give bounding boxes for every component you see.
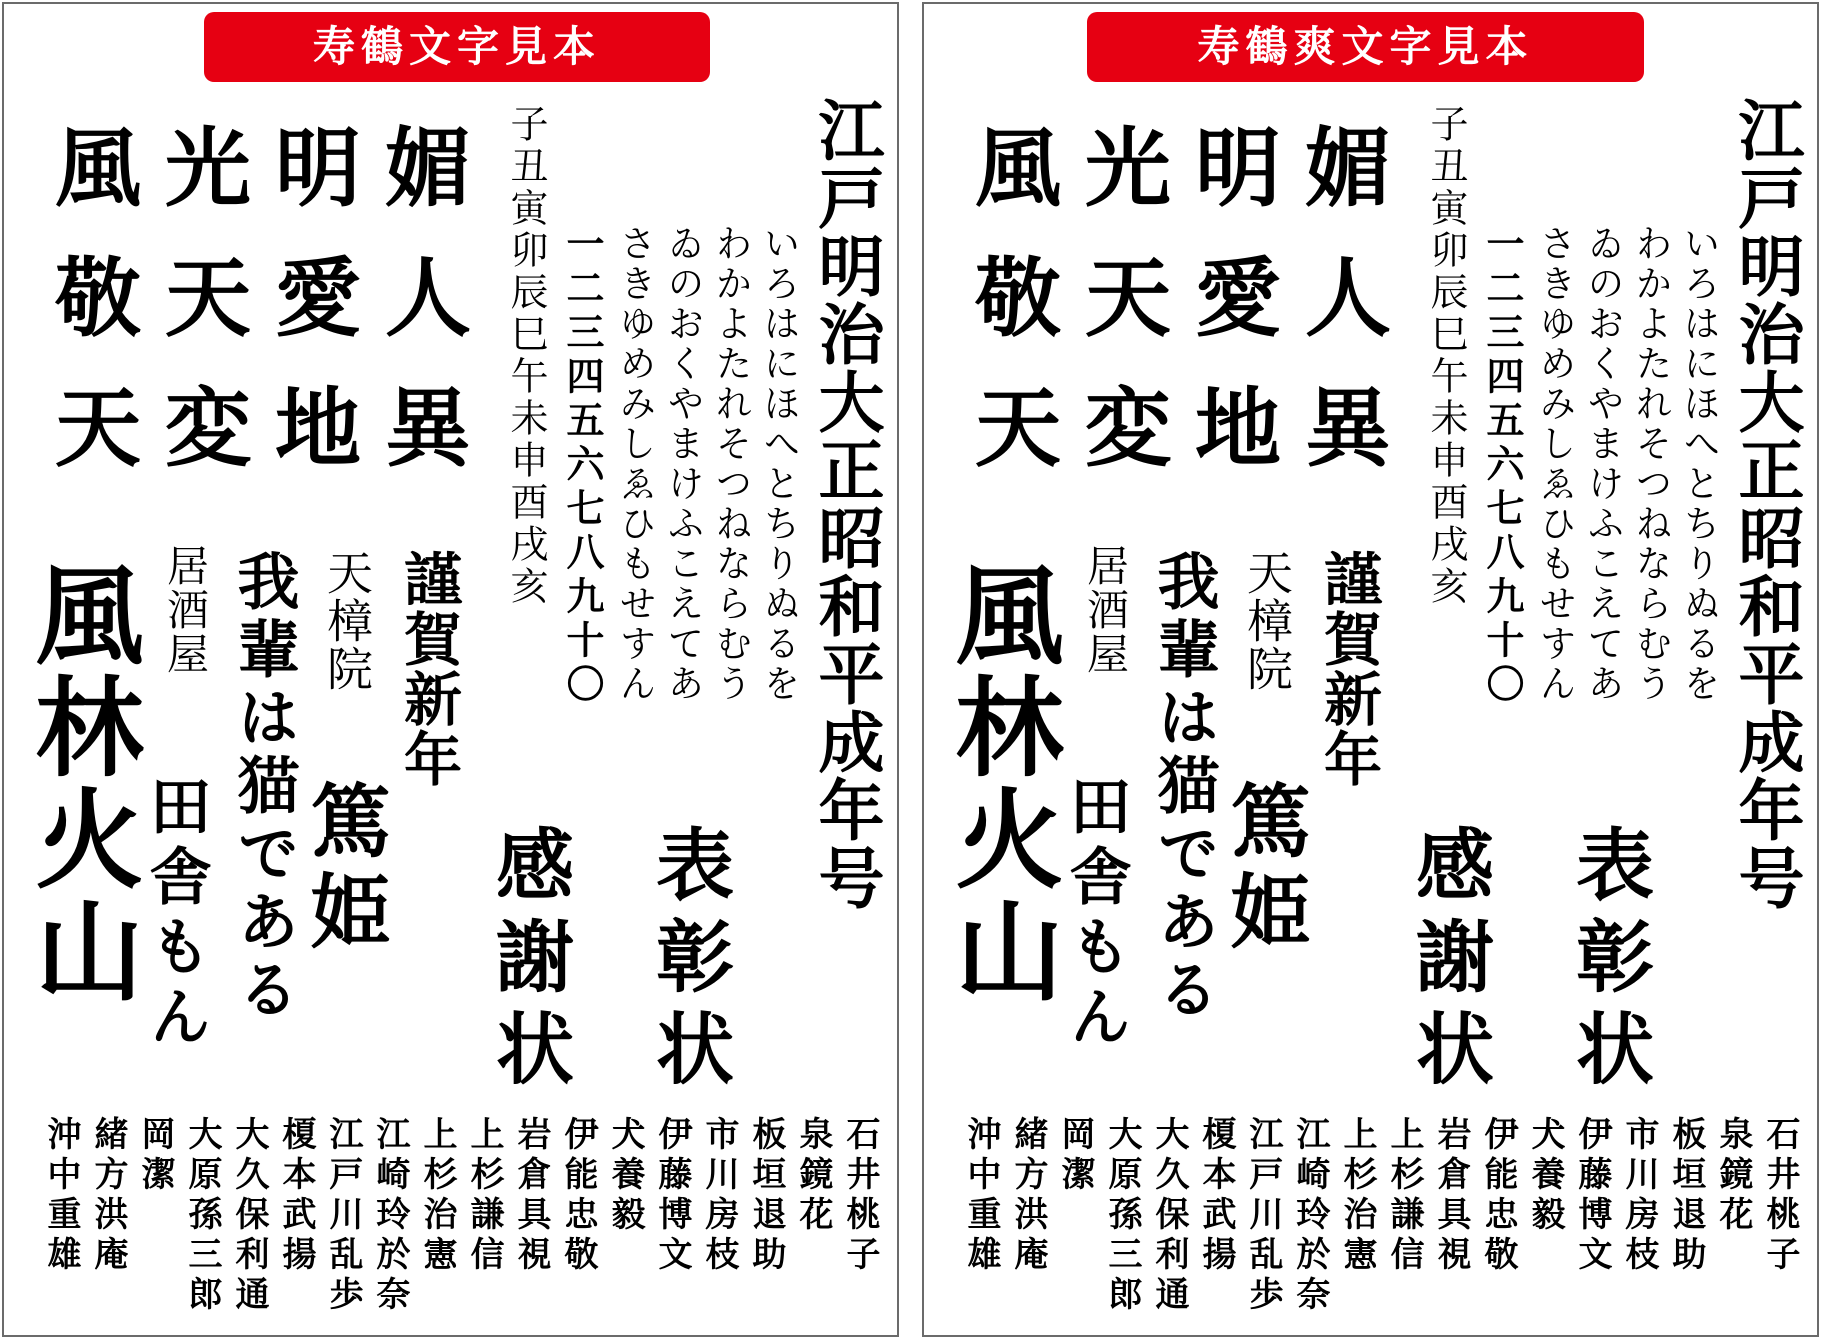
- furinkazan-text: 風林火山: [17, 559, 143, 1007]
- name-column: 沖中重雄: [961, 1116, 1001, 1276]
- neko-text: 我輩は猫である: [227, 549, 300, 1025]
- kanshajo-text: 感謝状: [1403, 824, 1494, 1100]
- name-column: 板垣退助: [1666, 1116, 1706, 1276]
- big-character: 明: [1195, 118, 1281, 219]
- name-column: 市川房枝: [1619, 1116, 1659, 1276]
- iroha-column-4: さきゆめみしゑひもせすん: [1533, 224, 1576, 704]
- big-character: 人: [385, 248, 471, 349]
- numerals-column: 一二三四五六七八九十〇: [560, 224, 605, 708]
- name-column: 岩倉具視: [511, 1116, 551, 1276]
- big-character: 媚: [1305, 118, 1391, 219]
- name-column: 大原孫三郎: [182, 1116, 222, 1316]
- big-character: 光: [165, 118, 251, 219]
- iroha-column-3: ゐのおくやまけふこえてあ: [1581, 224, 1624, 704]
- big-character: 異: [1305, 378, 1391, 479]
- big-character: 媚: [385, 118, 471, 219]
- name-column: 江崎玲於奈: [1290, 1116, 1330, 1316]
- kinga-shinnen-text: 謹賀新年: [1314, 549, 1382, 789]
- name-column: 緒方洪庵: [1008, 1116, 1048, 1276]
- big-character: 人: [1305, 248, 1391, 349]
- big-character: 光: [1085, 118, 1171, 219]
- atsuhime-text: 篤姫: [297, 779, 391, 959]
- name-column: 大久保利通: [1149, 1116, 1189, 1316]
- numerals-column: 一二三四五六七八九十〇: [1480, 224, 1525, 708]
- big-character: 敬: [975, 248, 1061, 349]
- big-character: 愛: [275, 248, 361, 349]
- big-character: 異: [385, 378, 471, 479]
- name-column: 江戸川乱歩: [323, 1116, 363, 1316]
- iroha-column-1: いろはにほへとちりぬるを: [1677, 224, 1720, 704]
- name-column: 石井桃子: [840, 1116, 880, 1276]
- name-column: 上杉治憲: [417, 1116, 457, 1276]
- big-row: [48, 364, 478, 494]
- name-column: 犬養毅: [605, 1116, 645, 1236]
- big-character-grid: [968, 104, 1398, 494]
- inakamon-text: 田舎もん: [1059, 774, 1132, 1054]
- name-column: 市川房枝: [699, 1116, 739, 1276]
- iroha-column-3: ゐのおくやまけふこえてあ: [661, 224, 704, 704]
- big-character: 天: [1085, 248, 1171, 349]
- name-column: 岡潔: [1055, 1116, 1095, 1196]
- name-column: 江戸川乱歩: [1243, 1116, 1283, 1316]
- name-column: 伊能忠敬: [558, 1116, 598, 1276]
- big-row: [48, 234, 478, 364]
- inakamon-text: 田舎もん: [139, 774, 212, 1054]
- name-column: 犬養毅: [1525, 1116, 1565, 1236]
- name-column: 岡潔: [135, 1116, 175, 1196]
- iroha-column-4: さきゆめみしゑひもせすん: [613, 224, 656, 704]
- big-row: [968, 364, 1398, 494]
- neko-text: 我輩は猫である: [1147, 549, 1220, 1025]
- names-list: [40, 1116, 880, 1316]
- atsuhime-text: 篤姫: [1217, 779, 1311, 959]
- name-column: 上杉謙信: [464, 1116, 504, 1276]
- zodiac-column: 子丑寅卯辰巳午未申酉戌亥: [504, 104, 548, 608]
- tenshoin-text: 天樟院: [320, 549, 374, 693]
- hyoshojo-text: 表彰状: [643, 824, 734, 1100]
- big-character: 風: [975, 118, 1061, 219]
- era-names-column: 江戸明治大正昭和平成年号: [807, 96, 885, 912]
- big-character: 明: [275, 118, 361, 219]
- big-character: 変: [165, 378, 251, 479]
- tenshoin-text: 天樟院: [1240, 549, 1294, 693]
- big-character: 愛: [1195, 248, 1281, 349]
- big-character: 敬: [55, 248, 141, 349]
- name-column: 板垣退助: [746, 1116, 786, 1276]
- name-column: 伊藤博文: [1572, 1116, 1612, 1276]
- zodiac-column: 子丑寅卯辰巳午未申酉戌亥: [1424, 104, 1468, 608]
- izakaya-text: 居酒屋: [1081, 544, 1130, 676]
- big-row: [968, 104, 1398, 234]
- name-column: 榎本武揚: [276, 1116, 316, 1276]
- era-names-column: 江戸明治大正昭和平成年号: [1727, 96, 1805, 912]
- panel-title: 寿鶴文字見本: [204, 12, 710, 82]
- name-column: 沖中重雄: [41, 1116, 81, 1276]
- name-column: 大久保利通: [229, 1116, 269, 1316]
- big-row: [48, 104, 478, 234]
- iroha-column-2: わかよたれそつねならむう: [709, 224, 752, 704]
- names-list: [960, 1116, 1800, 1316]
- izakaya-text: 居酒屋: [161, 544, 210, 676]
- iroha-column-1: いろはにほへとちりぬるを: [757, 224, 800, 704]
- name-column: 泉鏡花: [793, 1116, 833, 1236]
- kinga-shinnen-text: 謹賀新年: [394, 549, 462, 789]
- name-column: 岩倉具視: [1431, 1116, 1471, 1276]
- big-character: 天: [165, 248, 251, 349]
- name-column: 上杉治憲: [1337, 1116, 1377, 1276]
- specimen-panel-right: [922, 2, 1819, 1337]
- big-character: 風: [55, 118, 141, 219]
- big-character: 地: [275, 378, 361, 479]
- furinkazan-text: 風林火山: [937, 559, 1063, 1007]
- big-character: 天: [55, 378, 141, 479]
- big-character-grid: [48, 104, 478, 494]
- name-column: 江崎玲於奈: [370, 1116, 410, 1316]
- name-column: 緒方洪庵: [88, 1116, 128, 1276]
- big-character: 地: [1195, 378, 1281, 479]
- name-column: 榎本武揚: [1196, 1116, 1236, 1276]
- iroha-column-2: わかよたれそつねならむう: [1629, 224, 1672, 704]
- name-column: 伊能忠敬: [1478, 1116, 1518, 1276]
- big-character: 天: [975, 378, 1061, 479]
- name-column: 大原孫三郎: [1102, 1116, 1142, 1316]
- big-row: [968, 234, 1398, 364]
- name-column: 伊藤博文: [652, 1116, 692, 1276]
- name-column: 泉鏡花: [1713, 1116, 1753, 1236]
- name-column: 上杉謙信: [1384, 1116, 1424, 1276]
- panel-title: 寿鶴爽文字見本: [1087, 12, 1644, 82]
- kanshajo-text: 感謝状: [483, 824, 574, 1100]
- specimen-panel-left: [2, 2, 899, 1337]
- hyoshojo-text: 表彰状: [1563, 824, 1654, 1100]
- big-character: 変: [1085, 378, 1171, 479]
- name-column: 石井桃子: [1760, 1116, 1800, 1276]
